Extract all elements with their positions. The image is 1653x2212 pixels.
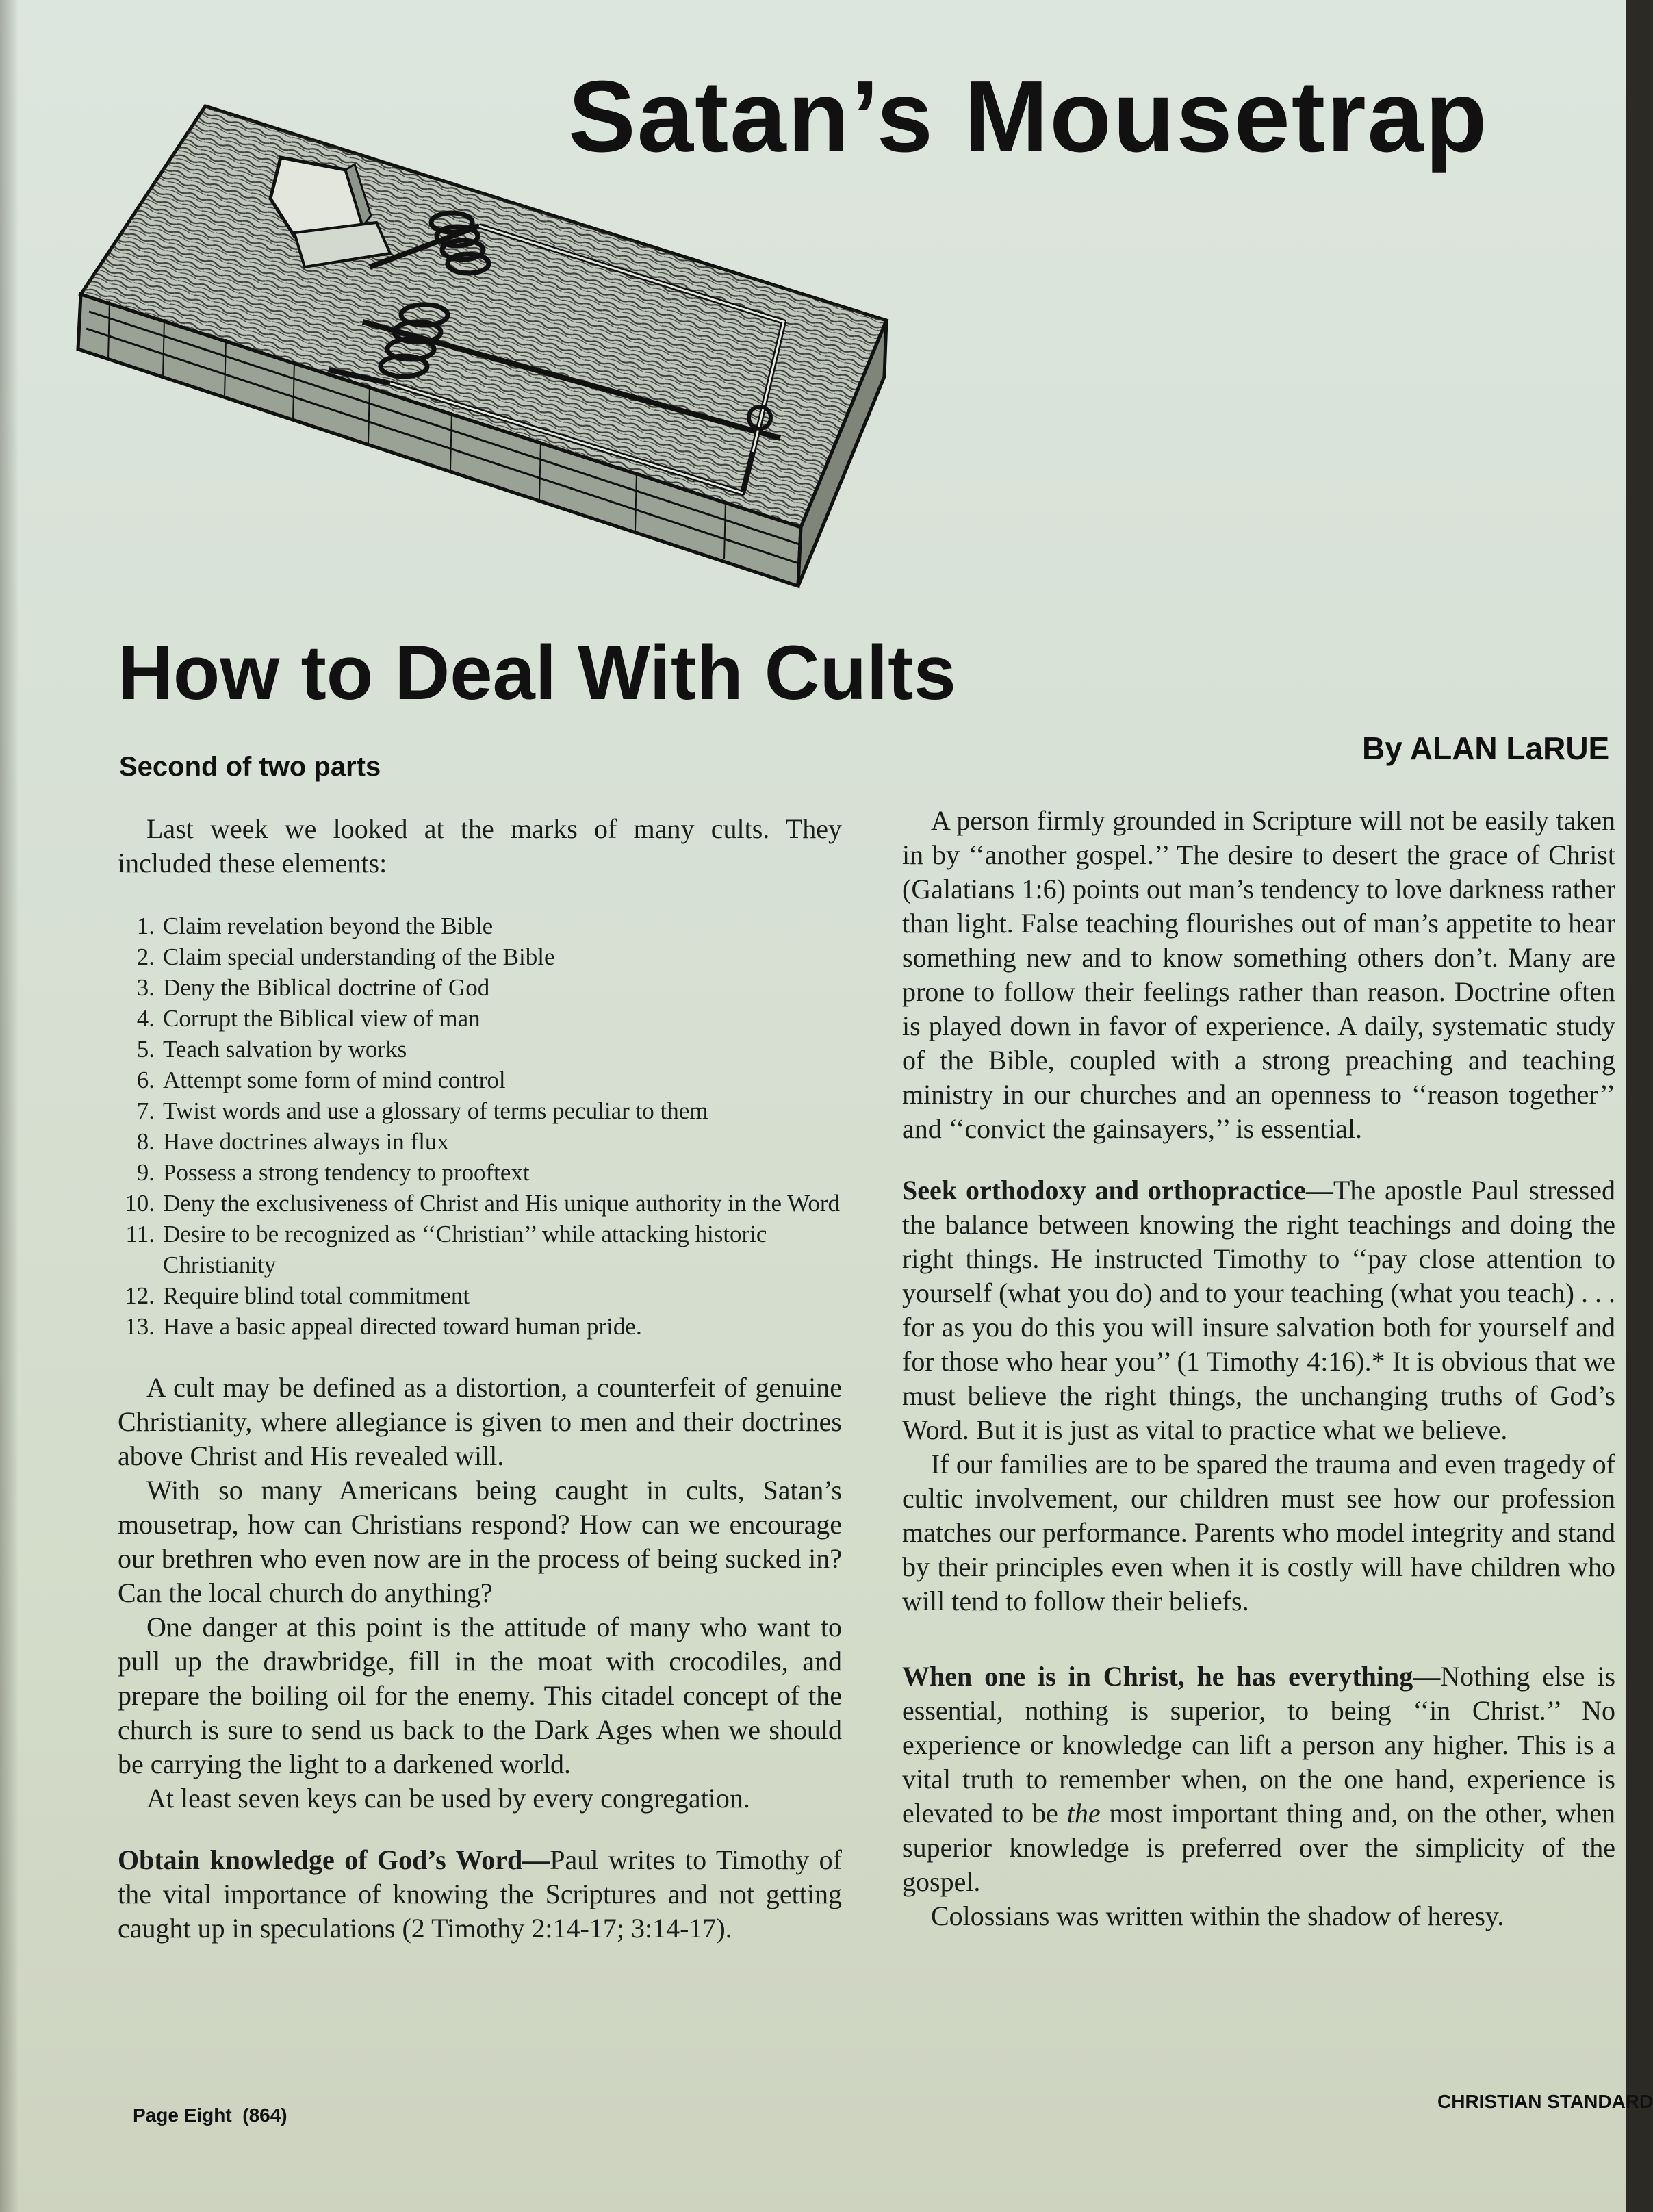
body-paragraph: With so many Americans being caught in cults, Satan’s mousetrap, how can Christians respond? How can we encourage our brethren who even now are in the process of being sucked in? Can the local church do anything? (118, 1475, 842, 1608)
page-number-footer: Page Eight (864) (133, 2105, 287, 2126)
section-text: most important thing and, on the other, when superior knowledge is preferred over the simplicity of the gospel. (902, 1798, 1615, 1897)
list-item (118, 1034, 842, 1065)
list-item (118, 941, 842, 972)
list-item-text: Claim revelation beyond the Bible (163, 913, 494, 939)
list-item-number: 3. (136, 974, 155, 1001)
list-item-number: 1. (136, 913, 155, 939)
list-item-text: Have doctrines always in flux (163, 1128, 449, 1155)
page-title: Satan’s Mousetrap (568, 60, 1489, 173)
section-in-christ (902, 1660, 1615, 1899)
list-item (118, 1157, 842, 1188)
list-item-number: 12. (125, 1282, 155, 1309)
list-item-number: 7. (136, 1097, 155, 1124)
list-item-text: Require blind total commitment (163, 1282, 470, 1309)
author-byline: By ALAN LaRUE (1362, 730, 1610, 766)
cult-marks-list (118, 911, 842, 1342)
list-item (118, 1126, 842, 1157)
list-item-number: 9. (136, 1159, 155, 1186)
section-text: Paul writes to Timothy of the vital importance of knowing the Scriptures and not getting caught up in speculations (2 Timothy 2:14-17; 3:14-17). (118, 1844, 842, 1944)
article-heading: How to Deal With Cults (118, 630, 956, 715)
section-text: Nothing else is essential, nothing is superior, to being ‘‘in Christ.’’ No experience or knowledge can lift a person any higher. This is a vital truth to remember when, on the one hand, experience is elevated to be (902, 1661, 1616, 1829)
list-item (118, 972, 842, 1003)
right-column (902, 804, 1615, 1933)
list-item-text: Twist words and use a glossary of terms peculiar to them (163, 1097, 708, 1124)
section-orthodoxy (902, 1173, 1615, 1447)
list-item (118, 1095, 842, 1126)
body-paragraph: At least seven keys can be used by every congregation. (146, 1783, 750, 1814)
list-item-text: Claim special understanding of the Bible (163, 943, 555, 970)
body-paragraph: One danger at this point is the attitude of many who want to pull up the drawbridge, fill in the moat with crocodiles, and prepare the boiling oil for the enemy. This citadel concept of the church is sure to send us back to the Dark Ages when we should be carrying the light to a darkened world. (118, 1612, 842, 1779)
list-item-text: Deny the exclusiveness of Christ and His unique authority in the Word (163, 1190, 841, 1217)
list-item-number: 4. (136, 1005, 155, 1032)
list-item-number: 13. (125, 1313, 155, 1340)
list-item-number: 5. (136, 1036, 155, 1063)
list-item-number: 8. (136, 1128, 155, 1155)
list-item-number: 2. (136, 943, 155, 970)
section-lead: Obtain knowledge of God’s Word— (118, 1844, 550, 1875)
list-item (118, 1219, 842, 1280)
section-text: The apostle Paul stressed the balance between knowing the right teachings and doing the right things. He instructed Timothy to ‘‘pay close attention to yourself (what you do) and to your teaching (what you teach) . . . for as you do this you will insure salvation both for yourself and for those who hear you’’ (1 Timothy 4:16).* It is obvious that we must believe the right things, the unchanging truths of God’s Word. But it is just as vital to practice what we believe. (902, 1175, 1615, 1445)
list-item (118, 1280, 842, 1311)
publication-name-footer: CHRISTIAN STANDARD (1437, 2091, 1653, 2112)
body-paragraph: If our families are to be spared the trauma and even tragedy of cultic involvement, our children must see how our profession matches our performance. Parents who model integrity and stand by their principles even when it is costly will have children who will tend to follow their beliefs. (902, 1449, 1615, 1616)
list-item-text: Desire to be recognized as ‘‘Christian’’ while attacking historic Christianity (163, 1221, 767, 1278)
body-paragraph: A person firmly grounded in Scripture will not be easily taken in by ‘‘another gospel.’’ The desire to desert the grace of Christ (Galatians 1:6) points out man’s tendency to love darkness rather than light. False teaching flourishes out of man’s appetite to hear something new and to know something others don’t. Many are prone to follow their feelings rather than reason. Doctrine often is played down in favor of experience. A daily, systematic study of the Bible, coupled with a strong preaching and teaching ministry in our churches and an openness to ‘‘reason together’’ and ‘‘convict the gainsayers,’’ is essential. (902, 805, 1615, 1144)
list-item (118, 1188, 842, 1219)
page-gutter-shadow (0, 0, 19, 2212)
intro-paragraph: Last week we looked at the marks of many cults. They included these elements: (118, 813, 842, 878)
list-item-text: Deny the Biblical doctrine of God (163, 974, 490, 1001)
list-item (118, 1065, 842, 1095)
section-emphasis: the (1066, 1798, 1101, 1829)
list-item (118, 1003, 842, 1034)
section-lead: When one is in Christ, he has everything— (902, 1661, 1441, 1692)
list-item-number: 6. (136, 1067, 155, 1093)
body-paragraph: A cult may be defined as a distortion, a counterfeit of genuine Christianity, where allegiance is given to men and their doctrines above Christ and His revealed will. (118, 1372, 842, 1471)
section-knowledge (118, 1843, 842, 1946)
mousetrap-illustration (68, 96, 910, 589)
body-paragraph: Colossians was written within the shadow of heresy. (931, 1900, 1504, 1931)
list-item-number: 11. (125, 1221, 155, 1247)
list-item-text: Teach salvation by works (163, 1036, 407, 1063)
list-item-text: Attempt some form of mind control (163, 1067, 506, 1093)
list-item (118, 1311, 842, 1342)
left-column (118, 812, 842, 1946)
section-lead: Seek orthodoxy and orthopractice— (902, 1175, 1333, 1206)
list-item (118, 911, 842, 941)
article-subtitle: Second of two parts (119, 752, 381, 782)
list-item-text: Possess a strong tendency to prooftext (163, 1159, 530, 1186)
list-item-text: Have a basic appeal directed toward human pride. (163, 1313, 642, 1340)
list-item-number: 10. (125, 1190, 155, 1217)
list-item-text: Corrupt the Biblical view of man (163, 1005, 480, 1032)
